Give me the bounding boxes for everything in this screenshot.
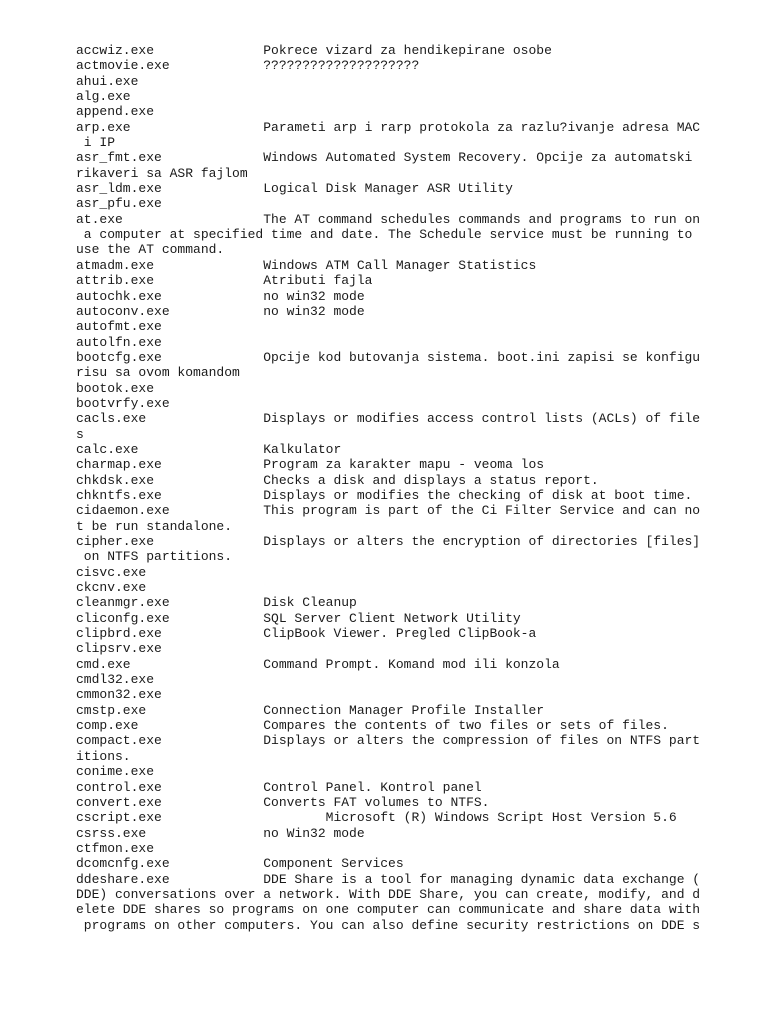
listing-line: a computer at specified time and date. The Schedule service must be running to bbox=[76, 227, 693, 243]
listing-line: dcomcnfg.exe Component Services bbox=[76, 856, 404, 872]
listing-line: cscript.exe Microsoft (R) Windows Script Host Version 5.6 bbox=[76, 810, 677, 826]
listing-line: actmovie.exe ???????????????????? bbox=[76, 58, 420, 74]
listing-line: autofmt.exe bbox=[76, 319, 162, 335]
listing-line: clipbrd.exe ClipBook Viewer. Pregled ClipBook-a bbox=[76, 626, 537, 642]
listing-line: charmap.exe Program za karakter mapu - veoma los bbox=[76, 457, 545, 473]
listing-line: calc.exe Kalkulator bbox=[76, 441, 342, 457]
listing-line: clipsrv.exe bbox=[76, 641, 162, 657]
listing-line: cmd.exe Command Prompt. Komand mod ili konzola bbox=[76, 656, 560, 672]
listing-line: convert.exe Converts FAT volumes to NTFS. bbox=[76, 794, 490, 810]
listing-line: atmadm.exe Windows ATM Call Manager Statistics bbox=[76, 257, 537, 273]
listing-line: accwiz.exe Pokrece vizard za hendikepirane osobe bbox=[76, 43, 552, 58]
listing-line: programs on other computers. You can also define security restrictions on DDE s bbox=[76, 917, 701, 933]
listing-line: cleanmgr.exe Disk Cleanup bbox=[76, 595, 357, 611]
listing-line: conime.exe bbox=[76, 764, 155, 780]
listing-line: use the AT command. bbox=[76, 242, 225, 258]
listing-line: bootok.exe bbox=[76, 380, 155, 396]
listing-line: control.exe Control Panel. Kontrol panel bbox=[76, 779, 482, 795]
listing-line: asr_pfu.exe bbox=[76, 196, 162, 212]
listing-line: on NTFS partitions. bbox=[76, 549, 233, 565]
listing-line: bootvrfy.exe bbox=[76, 395, 170, 411]
listing-line: cliconfg.exe SQL Server Client Network Utility bbox=[76, 610, 521, 626]
listing-line: asr_fmt.exe Windows Automated System Recovery. Opcije za automatski bbox=[76, 150, 693, 166]
listing-line: cisvc.exe bbox=[76, 564, 147, 580]
listing-line: ahui.exe bbox=[76, 73, 139, 89]
listing-line: comp.exe Compares the contents of two files or sets of files. bbox=[76, 718, 669, 734]
listing-line: compact.exe Displays or alters the compression of files on NTFS part bbox=[76, 733, 701, 749]
listing-line: risu sa ovom komandom bbox=[76, 365, 240, 381]
listing-line: autoconv.exe no win32 mode bbox=[76, 303, 365, 319]
listing-line: asr_ldm.exe Logical Disk Manager ASR Utility bbox=[76, 181, 513, 197]
listing-line: itions. bbox=[76, 748, 131, 764]
listing-line: cmdl32.exe bbox=[76, 672, 155, 688]
listing-line: attrib.exe Atributi fajla bbox=[76, 273, 373, 289]
listing-line: append.exe bbox=[76, 104, 155, 120]
listing-line: ddeshare.exe DDE Share is a tool for managing dynamic data exchange ( bbox=[76, 871, 701, 887]
exe-listing bbox=[76, 43, 768, 933]
listing-line: chkntfs.exe Displays or modifies the checking of disk at boot time. bbox=[76, 487, 693, 503]
listing-line: cmstp.exe Connection Manager Profile Installer bbox=[76, 702, 545, 718]
listing-line: arp.exe Parameti arp i rarp protokola za razlu?ivanje adresa MAC bbox=[76, 119, 701, 135]
listing-line: DDE) conversations over a network. With DDE Share, you can create, modify, and d bbox=[76, 886, 701, 902]
listing-line: i IP bbox=[76, 135, 116, 151]
listing-line: rikaveri sa ASR fajlom bbox=[76, 165, 248, 181]
listing-line: autolfn.exe bbox=[76, 334, 162, 350]
listing-line: s bbox=[76, 426, 84, 442]
listing-line: csrss.exe no Win32 mode bbox=[76, 825, 365, 841]
listing-line: bootcfg.exe Opcije kod butovanja sistema. boot.ini zapisi se konfigu bbox=[76, 349, 701, 365]
listing-line: ckcnv.exe bbox=[76, 580, 147, 596]
listing-line: cacls.exe Displays or modifies access control lists (ACLs) of file bbox=[76, 411, 701, 427]
listing-line: at.exe The AT command schedules commands and programs to run on bbox=[76, 211, 701, 227]
listing-line: cidaemon.exe This program is part of the Ci Filter Service and can no bbox=[76, 503, 701, 519]
listing-line: ctfmon.exe bbox=[76, 840, 155, 856]
listing-line: elete DDE shares so programs on one computer can communicate and share data with bbox=[76, 902, 701, 918]
listing-line: alg.exe bbox=[76, 89, 131, 105]
listing-line: cipher.exe Displays or alters the encryption of directories [files] bbox=[76, 534, 701, 549]
listing-line: chkdsk.exe Checks a disk and displays a status report. bbox=[76, 472, 599, 488]
listing-line: cmmon32.exe bbox=[76, 687, 162, 703]
listing-line: autochk.exe no win32 mode bbox=[76, 288, 365, 304]
listing-line: t be run standalone. bbox=[76, 518, 233, 534]
